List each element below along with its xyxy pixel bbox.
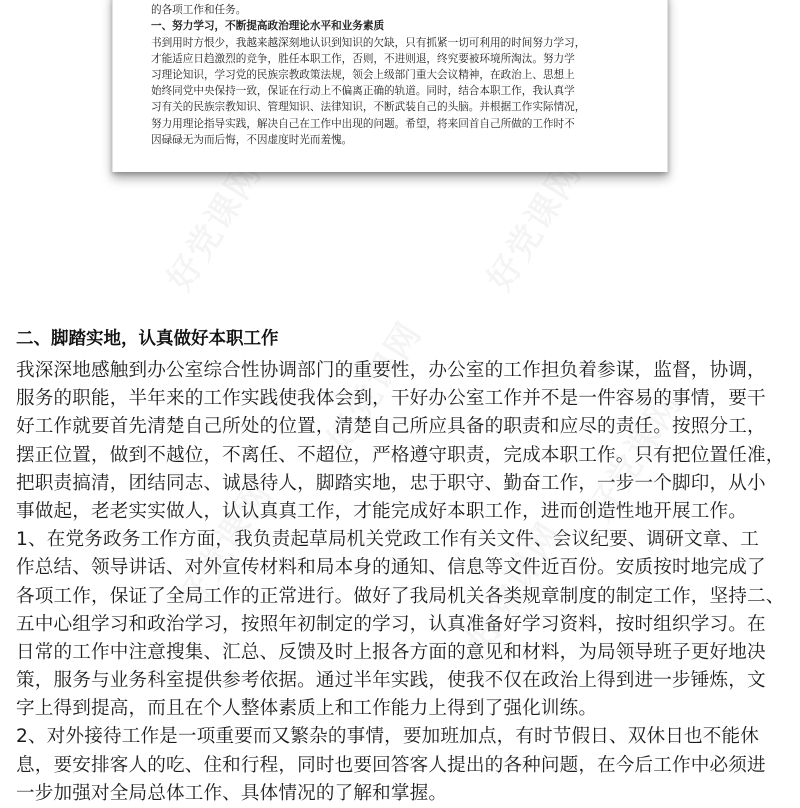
- paragraph-line: 字上得到提高，而且在个人整体素质上和工作能力上得到了强化训练。: [16, 698, 598, 720]
- section-heading: 二、脚踏实地，认真做好本职工作: [16, 329, 279, 349]
- paragraph-line: 摆正位置，做到不越位，不离任、不超位，严格遵守职责，完成本职工作。只有把位置任准，: [16, 444, 785, 466]
- paragraph-line: 日常的工作中注意搜集、汇总、反馈及时上报各方面的意见和材料，为局领导班子更好地决: [16, 641, 766, 663]
- watermark: [153, 150, 271, 298]
- preview-line: 的各项工作和任务。: [151, 4, 247, 17]
- paragraph-line: 1、在党务政务工作方面，我负责起草局机关党政工作有关文件、会议纪要、调研文章、工: [16, 529, 759, 551]
- preview-line: 习有关的民族宗教知识、管理知识、法律知识，不断武装自己的头脑。并根据工作实际情况，: [151, 101, 586, 114]
- watermark: [473, 150, 591, 298]
- paragraph-line: 2、对外接待工作是一项重要而又繁杂的事情，要加班加点，有时节假日、双休日也不能休: [16, 726, 759, 748]
- preview-text-block: [151, 0, 651, 148]
- paragraph-line: 事做起，老老实实做人，认认真真工作，才能完成好本职工作，进而创造性地开展工作。: [16, 500, 748, 522]
- paragraph-line: 一步加强对全局总体工作、具体情况的了解和掌握。: [16, 782, 448, 804]
- preview-line: 始终同党中央保持一致，保证在行动上不偏离正确的轨道。同时，结合本职工作，我认真学: [151, 85, 575, 98]
- paragraph-line: 策，服务与业务科室提供参考依据。通过半年实践，使我不仅在政治上得到进一步锤炼，文: [16, 670, 766, 692]
- paragraph-line: 好工作就要首先清楚自己所处的位置，清楚自己所应具备的职责和应尽的责任。按照分工，: [16, 416, 766, 438]
- paragraph-line: 作总结、领导讲话、对外宣传材料和局本身的通知、信息等文件近百份。安质按时地完成了: [16, 557, 766, 579]
- paragraph-line: 五中心组学习和政治学习，按照年初制定的学习，认真准备好学习资料，按时组织学习。在: [16, 613, 766, 635]
- preview-line: 书到用时方恨少，我越来越深刻地认识到知识的欠缺，只有抓紧一切可利用的时间努力学习，: [151, 36, 586, 49]
- preview-heading: 一、努力学习，不断提高政治理论水平和业务素质: [151, 20, 385, 33]
- paragraph-line: 服务的职能，半年来的工作实践使我体会到，干好办公室工作并不是一件容易的事情，要干: [16, 388, 766, 410]
- preview-line: 习理论知识，学习党的民族宗教政策法规，领会上级部门重大会议精神，在政治上、思想上: [151, 68, 575, 81]
- preview-line: 才能适应日趋激烈的竞争，胜任本职工作，否则，不进则退，终究要被环境所淘汰。努力学: [151, 52, 575, 65]
- paragraph-line: 我深深地感触到办公室综合性协调部门的重要性，办公室的工作担负着参谋，监督，协调，: [16, 360, 766, 381]
- document-body: [16, 327, 786, 808]
- preview-line: 因碌碌无为而后悔，不因虚度时光而羞愧。: [151, 133, 353, 146]
- paragraph-line: 各项工作，保证了全局工作的正常进行。做好了我局机关各类规章制度的制定工作，坚持二、: [16, 585, 785, 607]
- preview-line: 努力用理论指导实践，解决自己在工作中出现的问题。希望，将来回首自己所做的工作时不: [151, 117, 575, 130]
- paragraph-line: 息，要安排客人的吃、住和行程，同时也要回答客人提出的各种问题，在今后工作中必须进: [16, 754, 766, 776]
- paragraph-line: 把职责搞清，团结同志、诚恳待人，脚踏实地，忠于职守、勤奋工作，一步一个脚印，从小: [16, 472, 766, 494]
- document-preview-card: [112, 0, 668, 172]
